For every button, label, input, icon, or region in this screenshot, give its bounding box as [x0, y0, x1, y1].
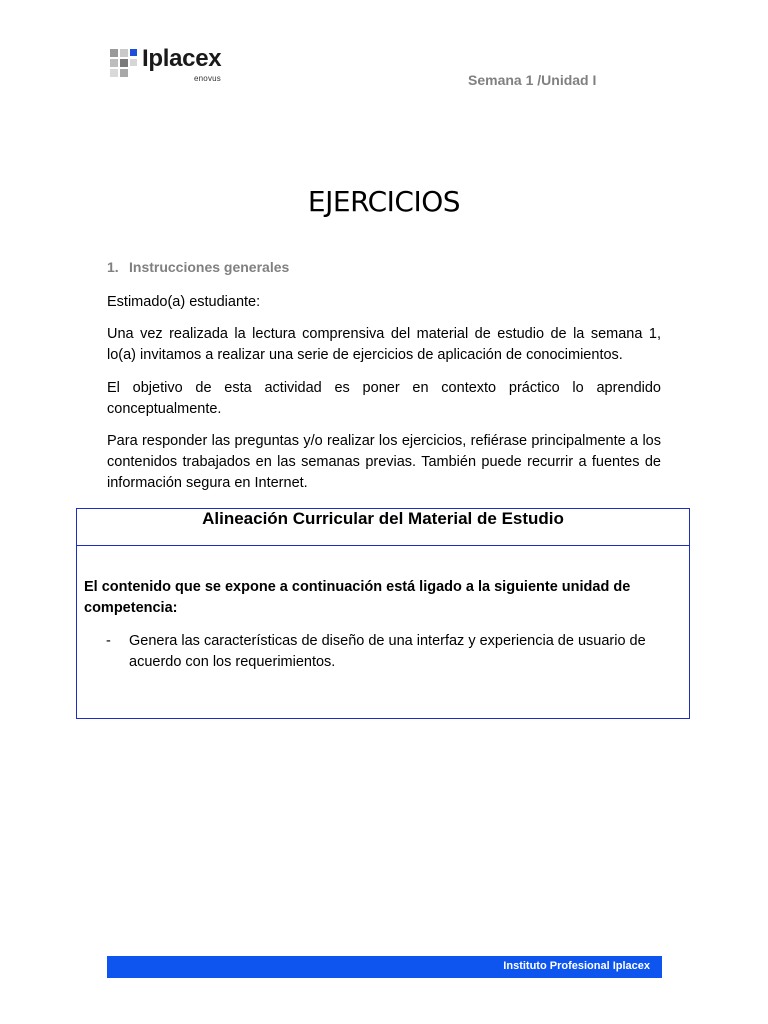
intro-paragraph: Una vez realizada la lectura comprensiva del material de estudio de la semana 1, lo(a) invitamos a realizar una serie de ejercicios de aplicación de conocimientos.	[107, 326, 661, 363]
iplacex-logo	[110, 47, 240, 87]
curricular-alignment-box	[76, 508, 690, 719]
logo-wordmark: Iplacex	[142, 45, 222, 72]
page-title: EJERCICIOS	[307, 185, 461, 218]
instructions-paragraph: Para responder las preguntas y/o realizar los ejercicios, refiérase principalmente a los contenidos trabajados en las semanas previas. También puede recurrir a fuentes de información segura en Internet.	[107, 433, 661, 491]
logo-squares-icon	[110, 49, 140, 79]
list-marker: -	[106, 633, 111, 649]
week-unit-label: Semana 1 /Unidad I	[468, 72, 597, 88]
section-heading-text: Instrucciones generales	[129, 259, 290, 275]
footer-institution-label: Instituto Profesional Iplacex	[503, 960, 650, 972]
objective-paragraph: El objetivo de esta actividad es poner en contexto práctico lo aprendido conceptualmente.	[107, 380, 661, 417]
alignment-box-lead: El contenido que se expone a continuación está ligado a la siguiente unidad de competencia:	[84, 579, 631, 616]
section-number: 1.	[107, 259, 119, 275]
competency-list-item	[106, 631, 671, 673]
alignment-box-heading: Alineación Curricular del Material de Estudio	[77, 509, 689, 546]
footer-bar	[107, 956, 662, 978]
greeting-paragraph: Estimado(a) estudiante:	[107, 294, 261, 310]
competency-text: Genera las características de diseño de una interfaz y experiencia de usuario de acuerdo con los requerimientos.	[129, 633, 646, 670]
section-heading	[107, 259, 289, 275]
logo-subtitle: enovus	[194, 74, 221, 83]
